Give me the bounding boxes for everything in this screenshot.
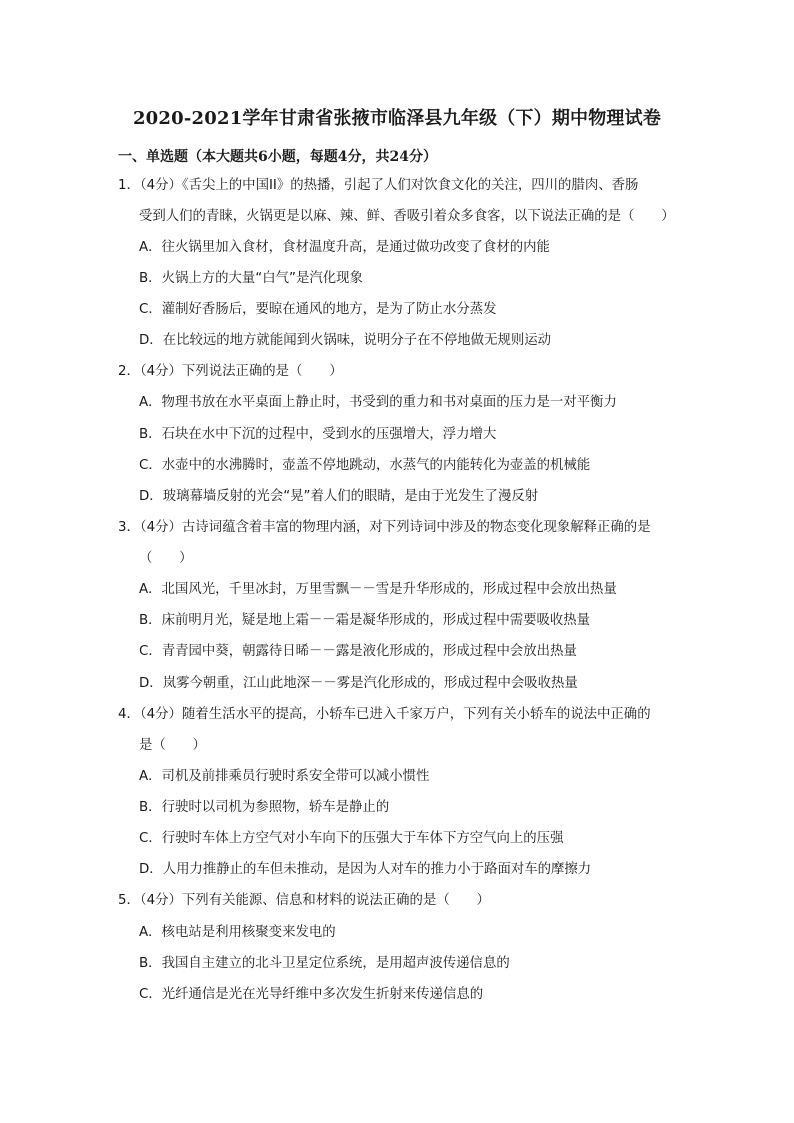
question-text: 下列说法正确的是（ ） (181, 364, 343, 379)
question-score: （4分） (139, 893, 182, 908)
question-3-option-c: C．青青园中葵，朝露待日晞－－露是液化形成的，形成过程中会放出热量 (139, 644, 577, 659)
question-1-option-c: C．灌制好香肠后，要晾在通风的地方，是为了防止水分蒸发 (139, 302, 497, 317)
question-1-stem-continued: 受到人们的青睐，火锅更是以麻、辣、鲜、香吸引着众多食客，以下说法正确的是（ ） (139, 209, 675, 224)
question-5-option-c: C．光纤通信是光在光导纤维中多次发生折射来传递信息的 (139, 987, 484, 1002)
question-1-stem (118, 177, 638, 195)
question-4-option-c: C．行驶时车体上方空气对小车向下的压强大于车体下方空气向上的压强 (139, 831, 564, 846)
question-3-stem-continued: （ ） (139, 551, 193, 566)
question-number: 3． (118, 520, 140, 535)
question-number: 5． (118, 893, 140, 908)
page-title: 2020-2021学年甘肃省张掖市临泽县九年级（下）期中物理试卷 (132, 108, 662, 129)
question-number: 1． (118, 178, 140, 193)
question-text: 下列有关能源、信息和材料的说法正确的是（ ） (181, 893, 490, 908)
question-score: （4分） (139, 364, 182, 379)
question-3-option-a: A．北国风光，千里冰封，万里雪飘－－雪是升华形成的，形成过程中会放出热量 (139, 582, 617, 597)
question-text: 随着生活水平的提高，小轿车已进入千家万户，下列有关小轿车的说法中正确的 (181, 707, 651, 722)
question-1-option-a: A．往火锅里加入食材，食材温度升高，是通过做功改变了食材的内能 (139, 240, 550, 255)
question-5-option-b: B．我国自主建立的北斗卫星定位系统，是用超声波传递信息的 (139, 956, 510, 971)
question-score: （4分） (139, 707, 182, 722)
question-3-stem (118, 519, 651, 537)
question-number: 2． (118, 364, 140, 379)
question-5-option-a: A．核电站是利用核聚变来发电的 (139, 925, 336, 940)
question-4-option-d: D．人用力推静止的车但未推动，是因为人对车的推力小于路面对车的摩擦力 (139, 862, 592, 877)
question-1-option-d: D．在比较远的地方就能闻到火锅味，说明分子在不停地做无规则运动 (139, 333, 552, 348)
question-2-stem (118, 363, 343, 381)
question-score: （4分） (139, 178, 182, 193)
question-3-option-b: B．床前明月光，疑是地上霜－－霜是凝华形成的，形成过程中需要吸收热量 (139, 613, 591, 628)
question-4-stem-continued: 是（ ） (139, 738, 206, 753)
question-5-stem (118, 892, 490, 910)
question-score: （4分） (139, 520, 182, 535)
question-2-option-c: C．水壶中的水沸腾时，壶盖不停地跳动，水蒸气的内能转化为壶盖的机械能 (139, 458, 591, 473)
question-2-option-d: D．玻璃幕墙反射的光会“晃”着人们的眼睛，是由于光发生了漫反射 (139, 489, 539, 504)
question-2-option-b: B．石块在水中下沉的过程中，受到水的压强增大，浮力增大 (139, 427, 497, 442)
question-text: 《舌尖上的中国II》的热播，引起了人们对饮食文化的关注，四川的腊肉、香肠 (181, 178, 639, 193)
question-4-option-b: B．行驶时以司机为参照物，轿车是静止的 (139, 800, 390, 815)
question-3-option-d: D．岚雾今朝重，江山此地深－－雾是汽化形成的，形成过程中会吸收热量 (139, 676, 578, 691)
question-text: 古诗词蕴含着丰富的物理内涵，对下列诗词中涉及的物态变化现象解释正确的是 (181, 520, 651, 535)
question-1-option-b: B．火锅上方的大量“白气”是汽化现象 (139, 271, 363, 286)
question-number: 4． (118, 707, 140, 722)
question-4-option-a: A．司机及前排乘员行驶时系安全带可以减小惯性 (139, 769, 430, 784)
question-4-stem (118, 706, 651, 724)
section-heading: 一、单选题（本大题共6小题，每题4分，共24分） (118, 149, 437, 165)
question-2-option-a: A．物理书放在水平桌面上静止时，书受到的重力和书对桌面的压力是一对平衡力 (139, 395, 617, 410)
